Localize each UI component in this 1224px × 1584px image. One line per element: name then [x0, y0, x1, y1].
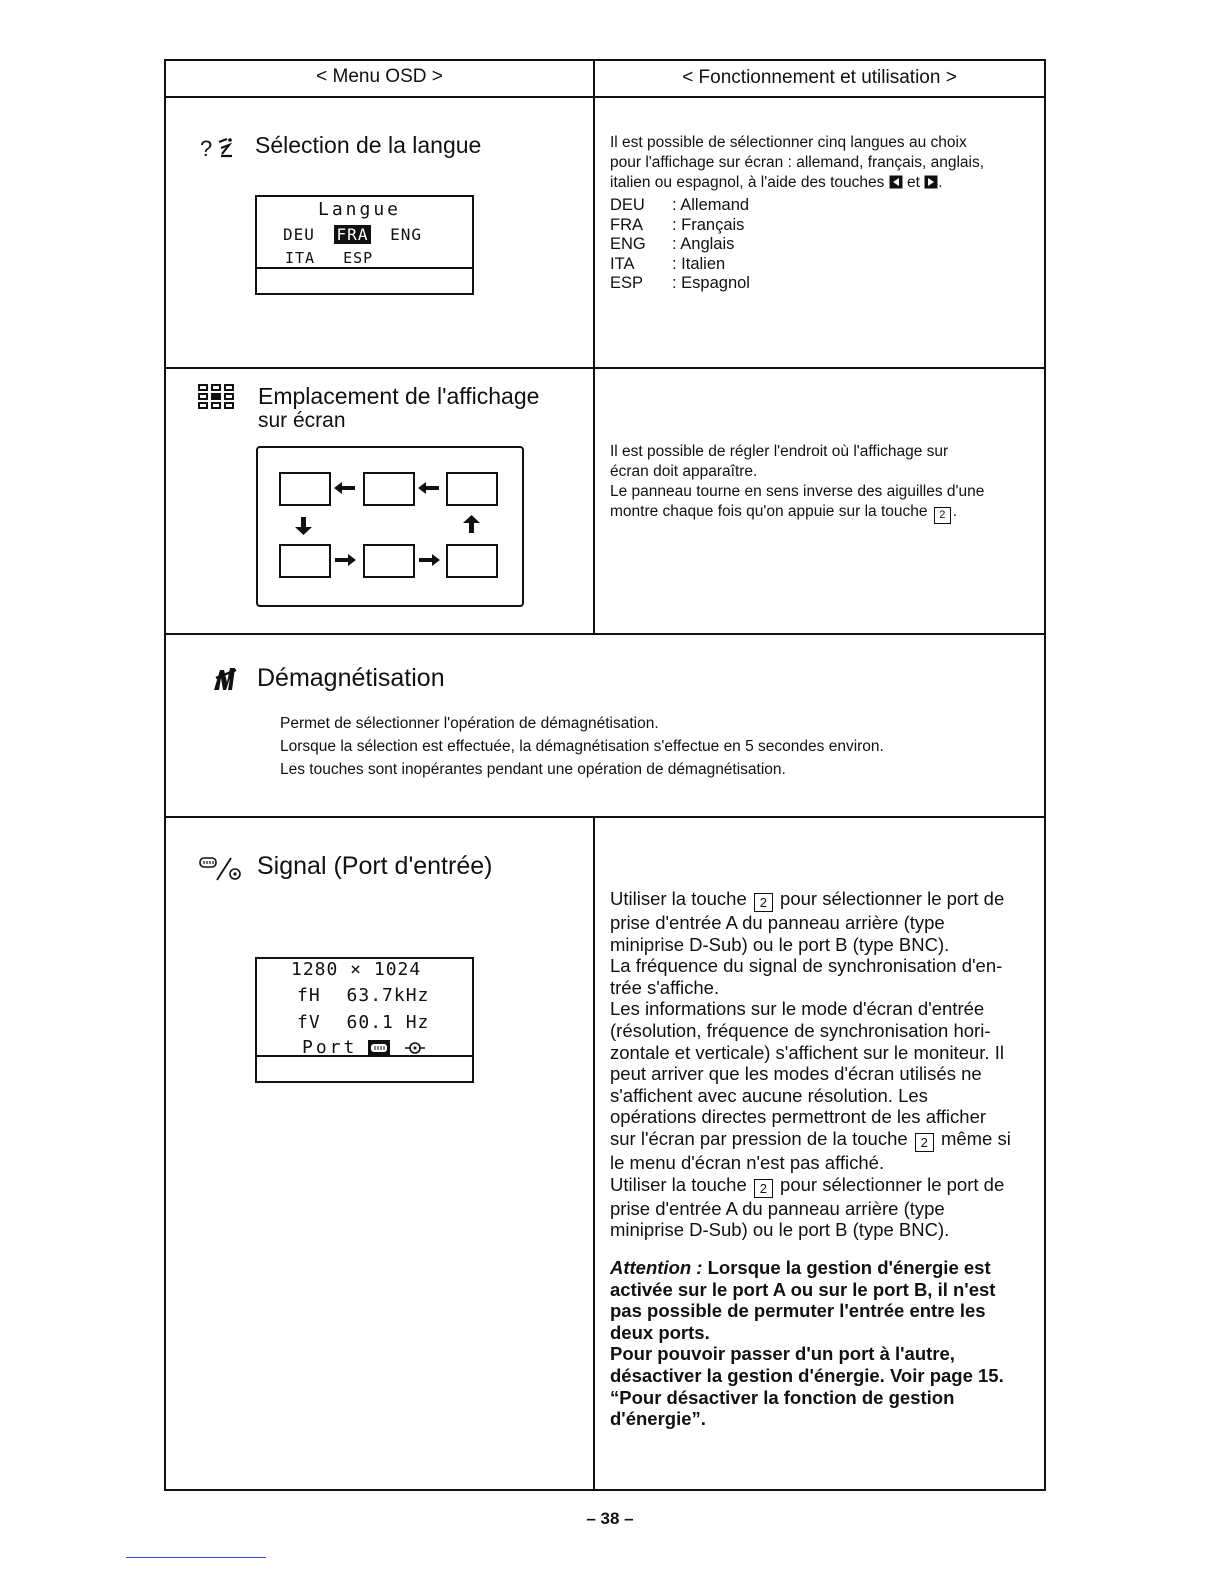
language-list — [610, 196, 750, 294]
language-description: Il est possible de sélectionner cinq langues au choix pour l'affichage sur écran : allemand, français, anglais, italien ou espagnol, à l'aide des touches et . — [610, 134, 985, 191]
osd-lang-esp: ESP — [343, 249, 374, 267]
row-divider-2 — [164, 633, 1046, 635]
list-item: ENG : Anglais — [610, 235, 735, 254]
signal-osd-box — [255, 957, 474, 1083]
osd-fv-value: 60.1 Hz — [346, 1012, 430, 1033]
osd-divider — [257, 267, 472, 269]
row-divider-3 — [164, 816, 1046, 818]
osd-port-label: Port — [302, 1037, 358, 1058]
signal-title: Signal (Port d'entrée) — [257, 852, 493, 880]
osd-lang-fra-selected: FRA — [334, 225, 372, 244]
bnc-port-icon — [403, 1039, 427, 1062]
svg-text:?: ? — [200, 136, 213, 161]
list-item: FRA : Français — [610, 215, 745, 234]
signal-description: Utiliser la touche 2 pour sélectionner le port de prise d'entrée A du panneau arrière (type miniprise D-Sub) ou le port B (type BNC). La fréquence du signal de synchronisation d'en- trée s'affiche. Les informations sur le mode d'écran d'entrée (résolution, fréquence de synchronisation hori- zontale et verticale) s'affichent sur le moniteur. Il peut arriver que les modes d'écran utilisés ne s'affichent avec aucune résolution. Les opérations directes permettront de les afficher sur l'écran par pression de la touche 2 même si le menu d'écran n'est pas affiché. Utiliser la touche 2 pour sélectionner le port de prise d'entrée A du panneau arrière (type miniprise D-Sub) ou le port B (type BNC). — [610, 888, 1011, 1241]
key-2-icon: 2 — [915, 1133, 934, 1152]
attention-label: Attention : — [610, 1257, 703, 1278]
key-2-icon: 2 — [754, 1179, 773, 1198]
key-2-icon: 2 — [934, 507, 951, 524]
osd-lang-ita: ITA — [285, 249, 316, 267]
header-operation: < Fonctionnement et utilisation > — [682, 67, 957, 88]
degauss-description: Permet de sélectionner l'opération de démagnétisation. Lorsque la sélection est effectuée, la démagnétisation s'effectue en 5 secondes environ. Les touches sont inopérantes pendant une opération de démagnétisation. — [280, 715, 884, 778]
position-arrows — [258, 448, 522, 605]
language-icon — [200, 134, 244, 162]
dsub-port-icon — [367, 1039, 391, 1062]
osd-lang-eng: ENG — [390, 225, 422, 244]
position-icon — [198, 384, 238, 410]
table-left-border — [164, 59, 166, 1491]
right-arrow-key-icon — [924, 174, 938, 191]
table-bottom-border — [164, 1489, 1046, 1491]
header-menu-osd: < Menu OSD > — [316, 66, 443, 87]
page-number: – 38 – — [586, 1509, 634, 1528]
osd-fh-value: 63.7kHz — [346, 985, 430, 1006]
table-top-border — [164, 59, 1046, 61]
header-divider — [164, 96, 1046, 98]
left-arrow-key-icon — [889, 174, 903, 191]
osd-fv-label: fV — [297, 1012, 321, 1033]
osd-lang-deu: DEU — [283, 225, 315, 244]
list-item: ESP : Espagnol — [610, 274, 750, 293]
column-divider-bottom — [593, 816, 595, 1491]
list-item: ITA : Italien — [610, 254, 726, 273]
list-item: DEU : Allemand — [610, 196, 750, 214]
position-diagram — [256, 446, 524, 607]
language-title: Sélection de la langue — [255, 132, 482, 158]
degauss-title: Démagnétisation — [257, 664, 445, 692]
footer-rule — [126, 1557, 266, 1558]
column-divider-top — [593, 59, 595, 635]
row-divider-1 — [164, 367, 1046, 369]
table-right-border — [1044, 59, 1046, 1491]
position-description: Il est possible de régler l'endroit où l'affichage sur écran doit apparaître. Le panneau tourne en sens inverse des aiguilles d'une montre chaque fois qu'on appuie sur la touche 2 . — [610, 442, 1040, 524]
language-osd-box — [255, 195, 474, 295]
signal-port-icon — [198, 854, 246, 882]
attention-note: Attention : Lorsque la gestion d'énergie est activée sur le port A ou sur le port B, il n'est pas possible de permuter l'entrée entre les deux ports. Pour pouvoir passer d'un port à l'autre, désactiver la gestion d'énergie. Voir page 15. “Pour désactiver la fonction de gestion d'énergie”. — [610, 1257, 1004, 1430]
osd-fh-label: fH — [297, 985, 321, 1006]
key-2-icon: 2 — [754, 893, 773, 912]
position-title: Emplacement de l'affichage sur écran — [258, 383, 540, 432]
osd-divider — [257, 1055, 472, 1057]
degauss-icon — [210, 664, 244, 692]
osd-language-title: Langue — [317, 199, 402, 220]
osd-resolution: 1280 × 1024 — [291, 959, 422, 980]
